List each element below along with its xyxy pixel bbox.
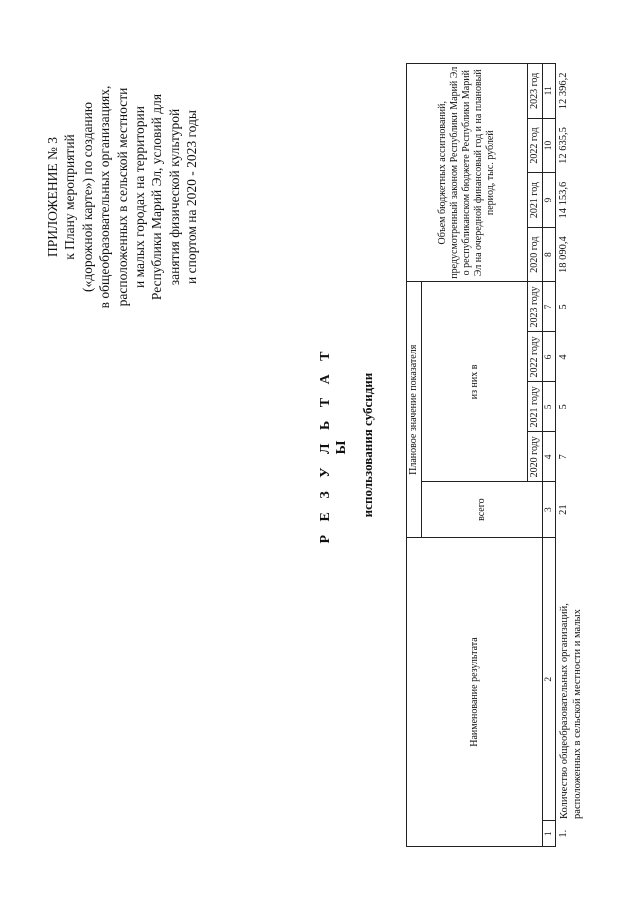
document-title bbox=[318, 335, 376, 555]
row-budget-value: 14 153,6 bbox=[558, 181, 569, 219]
results-table bbox=[406, 63, 596, 847]
row-plan-value: 4 bbox=[558, 354, 569, 360]
column-number: 3 bbox=[543, 482, 556, 538]
header-plan-value: Плановое значение показателя bbox=[407, 282, 422, 538]
column-number: 5 bbox=[543, 382, 556, 432]
column-number: 11 bbox=[543, 64, 556, 119]
row-index: 1. bbox=[558, 829, 569, 838]
header-of-which: из них в bbox=[422, 282, 528, 482]
appendix-heading bbox=[44, 37, 201, 357]
row-plan-value: 5 bbox=[558, 304, 569, 310]
header-row-top bbox=[407, 64, 422, 847]
header-budget: Объем бюджетных ассигнований, предусмотренный законом Республики Марий Эл о республиканском бюджете Республики Марий Эл на очередной финансовый год и на плановый период, тыс. рублей bbox=[407, 64, 528, 282]
header-budget-year: 2023 год bbox=[528, 64, 543, 119]
row-plan-value: 7 bbox=[558, 454, 569, 460]
appendix-line: и малых городах на территории bbox=[132, 105, 148, 289]
header-budget-year: 2020 год bbox=[528, 227, 543, 282]
row-result-name: Количество общеобразовательных организаций, расположенных в сельской местности и малых bbox=[559, 603, 583, 819]
column-number: 6 bbox=[543, 332, 556, 382]
column-number: 8 bbox=[543, 227, 556, 282]
appendix-line: занятия физической культурой bbox=[166, 108, 182, 286]
table-row bbox=[556, 64, 597, 847]
appendix-line: к Плану мероприятий bbox=[62, 134, 78, 260]
appendix-line: в общеобразовательных организациях, bbox=[97, 85, 113, 309]
column-number: 9 bbox=[543, 173, 556, 228]
appendix-line: ПРИЛОЖЕНИЕ № 3 bbox=[45, 136, 60, 258]
header-plan-year: 2022 году bbox=[528, 332, 543, 382]
header-plan-year: 2021 году bbox=[528, 382, 543, 432]
header-total: всего bbox=[422, 482, 543, 538]
row-total: 21 bbox=[558, 504, 569, 515]
column-number: 4 bbox=[543, 432, 556, 482]
header-budget-year: 2022 год bbox=[528, 118, 543, 173]
row-budget-value: 12 635,5 bbox=[558, 127, 569, 164]
row-budget-value: 18 090,4 bbox=[558, 236, 569, 274]
column-number: 7 bbox=[543, 282, 556, 332]
appendix-line: («дорожной карте») по созданию bbox=[79, 102, 95, 292]
column-number: 2 bbox=[543, 538, 556, 821]
appendix-line: и спортом на 2020 - 2023 годы bbox=[184, 110, 200, 284]
title-subtitle: использования субсидии bbox=[360, 372, 375, 518]
header-plan-year: 2023 году bbox=[528, 282, 543, 332]
header-plan-year: 2020 году bbox=[528, 432, 543, 482]
row-budget-value: 12 396,2 bbox=[558, 72, 569, 110]
column-number: 1 bbox=[543, 821, 556, 847]
header-result-name: Наименование результата bbox=[407, 538, 543, 847]
column-number-row bbox=[543, 64, 556, 847]
title-main: Р Е З У Л Ь Т А Т Ы bbox=[318, 346, 349, 544]
column-number: 10 bbox=[543, 118, 556, 173]
appendix-line: Республики Марий Эл, условий для bbox=[149, 93, 165, 301]
header-budget-year: 2021 год bbox=[528, 173, 543, 228]
row-plan-value: 5 bbox=[558, 404, 569, 410]
appendix-line: расположенных в сельской местности bbox=[114, 87, 130, 307]
